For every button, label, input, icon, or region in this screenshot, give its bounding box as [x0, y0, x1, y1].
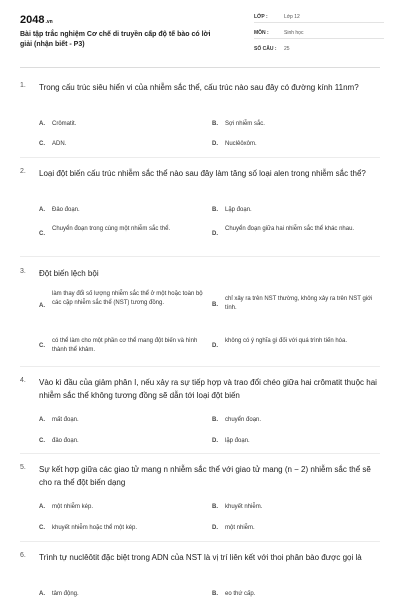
question-number: 2.: [20, 168, 26, 175]
header: [0, 0, 400, 64]
option-text: khuyết nhiễm hoặc thể một kép.: [52, 525, 138, 531]
option-text: không có ý nghĩa gì đối với quá trình tiến hóa.: [225, 338, 348, 344]
meta-value: 25: [284, 46, 290, 52]
meta-key: MÔN :: [254, 30, 269, 36]
option-letter: D.: [212, 141, 218, 147]
option-letter: C.: [39, 525, 45, 531]
option-text: lặp đoạn.: [225, 438, 250, 444]
option-text: mất đoạn.: [52, 417, 79, 423]
question-separator: [20, 541, 380, 542]
question-text: Đột biến lệch bội: [39, 269, 99, 278]
logo-text: 2048: [20, 14, 45, 26]
option-text: ADN.: [52, 141, 67, 147]
option-letter: B.: [212, 302, 218, 308]
question-separator: [20, 157, 380, 158]
option-letter: C.: [39, 343, 45, 349]
header-divider: [20, 67, 380, 68]
option-text: eo thứ cấp.: [225, 591, 256, 597]
option-letter: B.: [212, 417, 218, 423]
option-text: Crômatit.: [52, 121, 77, 127]
option-letter: A.: [39, 504, 45, 510]
option-text: Nuclêôxôm.: [225, 141, 257, 147]
option-text: một nhiễm kép.: [52, 504, 94, 510]
question-number: 5.: [20, 464, 26, 471]
option-text: khuyết nhiễm.: [225, 504, 263, 510]
option-text: chuyển đoạn.: [225, 417, 262, 423]
meta-value: Lớp 12: [284, 14, 300, 20]
question-text: Loại đột biến cấu trúc nhiễm sắc thể nào sau đây làm tăng số loại alen trong nhiễm sắc thể?: [39, 169, 366, 178]
option-text: Đảo đoạn.: [52, 207, 80, 213]
question-text: Vào kì đầu của giảm phân I, nếu xảy ra sự tiếp hợp và trao đổi chéo giữa hai crômatit thuộc hai nhiễm sắc thể không tương đồng sẽ dẫn tới loại đột biến: [39, 378, 377, 400]
option-letter: C.: [39, 438, 45, 444]
option-letter: B.: [212, 591, 218, 597]
meta-key: SỐ CÂU :: [254, 46, 277, 52]
option-text: một nhiễm.: [225, 525, 255, 531]
option-text: Chuyển đoạn trong cùng một nhiễm sắc thể.: [52, 226, 171, 232]
option-letter: D.: [212, 343, 218, 349]
option-letter: C.: [39, 231, 45, 237]
option-text: có thể làm cho một phần cơ thể mang đột biến và hình thành thể khảm.: [52, 338, 198, 353]
document-title: Bài tập trắc nghiệm Cơ chế di truyền cấp độ tế bào có lời giải (nhận biết - P3): [20, 31, 211, 48]
option-letter: B.: [212, 121, 218, 127]
meta-divider: [254, 22, 384, 23]
logo-tld: .vn: [45, 19, 53, 25]
question-number: 1.: [20, 82, 26, 89]
option-letter: D.: [212, 525, 218, 531]
question-separator: [20, 366, 380, 367]
option-letter: A.: [39, 591, 45, 597]
option-text: đảo đoạn.: [52, 438, 79, 444]
option-letter: A.: [39, 207, 45, 213]
option-text: tâm động.: [52, 591, 79, 597]
option-letter: A.: [39, 121, 45, 127]
option-letter: A.: [39, 303, 45, 309]
question-separator: [20, 256, 380, 257]
option-letter: A.: [39, 417, 45, 423]
meta-key: LỚP :: [254, 14, 268, 20]
option-letter: D.: [212, 231, 218, 237]
meta-divider: [254, 38, 384, 39]
question-number: 3.: [20, 268, 26, 275]
question-text: Trình tự nuclêôtit đặc biệt trong ADN của NST là vị trí liên kết với thoi phân bào được gọi là: [39, 553, 362, 562]
option-letter: B.: [212, 207, 218, 213]
question-number: 6.: [20, 552, 26, 559]
option-text: Lặp đoạn.: [225, 207, 252, 213]
meta-value: Sinh học: [284, 30, 304, 36]
question-text: Trong cấu trúc siêu hiển vi của nhiễm sắc thể, cấu trúc nào sau đây có đường kính 11nm?: [39, 83, 359, 92]
option-letter: D.: [212, 438, 218, 444]
option-text: chỉ xảy ra trên NST thường, không xảy ra trên NST giới tính.: [225, 296, 373, 311]
option-letter: B.: [212, 504, 218, 510]
option-text: Sợi nhiễm sắc.: [225, 121, 265, 127]
question-text: Sự kết hợp giữa các giao tử mang n nhiễm sắc thể với giao tử mang (n − 2) nhiễm sắc thể sẽ cho ra thể đột biến dạng: [39, 465, 371, 487]
option-letter: C.: [39, 141, 45, 147]
question-number: 4.: [20, 377, 26, 384]
site-logo[interactable]: [20, 14, 53, 26]
option-text: Chuyển đoạn giữa hai nhiễm sắc thể khác nhau.: [225, 226, 355, 232]
question-separator: [20, 453, 380, 454]
option-text: làm thay đổi số lượng nhiễm sắc thể ở một hoặc toàn bộ các cặp nhiễm sắc thể (NST) tương đồng.: [52, 291, 203, 306]
